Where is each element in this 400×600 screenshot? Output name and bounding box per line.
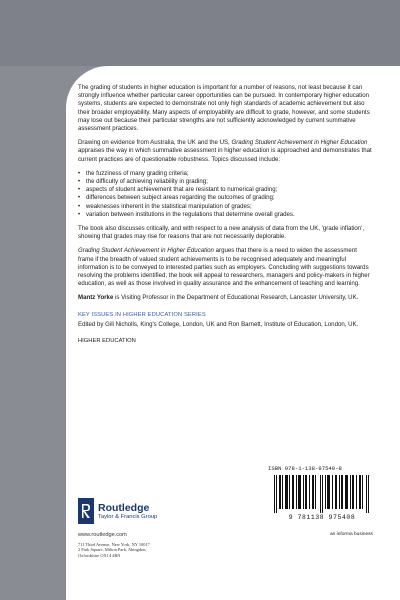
blurb-p2-suffix: appraises the way in which summative assessment in higher education is approached and demonstrates that current practices are of questionable robustness. Topics discussed include: xyxy=(78,147,372,163)
blurb-paragraph-1: The grading of students in higher education is important for a number of reasons, not least because it can strongly influence whether particular career opportunities can be pursued. In contemporary higher education systems, students are expected to demonstrate not only high standards of academic achievement but also their broader employability. Many aspects of employability are difficult to grade, however, and some students may lose out because their particular strengths are not sufficiently acknowledged by current summative assessment practices. xyxy=(78,84,370,133)
blurb-paragraph-4 xyxy=(78,247,374,288)
blurb-paragraph-2 xyxy=(78,139,374,164)
isbn-block xyxy=(268,465,376,521)
blurb-paragraph-3: The book also discusses critically, and with respect to a new analysis of data from the UK, 'grade inflation', showing that grades may rise for reasons that are not necessarily deplorable. xyxy=(78,225,365,241)
series-heading: KEY ISSUES IN HIGHER EDUCATION SERIES xyxy=(78,311,206,318)
topics-list xyxy=(78,170,374,219)
blurb-p2-prefix: Drawing on evidence from Australia, the UK and the US, xyxy=(78,139,232,147)
list-item: • variation between institutions in the regulations that determine overall grades. xyxy=(78,211,374,219)
publisher-logo xyxy=(78,498,198,524)
address-line: Oxfordshire OX14 4RN xyxy=(78,552,121,558)
list-item: • weaknesses inherent in the statistical manipulation of grades; xyxy=(78,203,374,211)
publisher-group: Taylor & Francis Group xyxy=(98,513,158,520)
routledge-logo-icon xyxy=(78,498,94,524)
publisher-name-block xyxy=(98,503,157,520)
book-title-italic: Grading Student Achievement in Higher Education xyxy=(78,247,214,255)
back-cover-text xyxy=(78,84,374,345)
barcode-box xyxy=(268,475,376,521)
publisher-url[interactable]: www.routledge.com xyxy=(78,532,127,538)
list-item: • differences between subject areas regarding the outcomes of grading; xyxy=(78,194,374,202)
informa-business-label: an informa business xyxy=(330,532,373,537)
author-bio xyxy=(78,294,374,302)
subject-category: HIGHER EDUCATION xyxy=(78,338,136,345)
barcode-icon xyxy=(274,475,370,513)
book-title-italic: Grading Student Achievement in Higher Education xyxy=(231,139,368,147)
cover-top-band xyxy=(0,0,400,66)
address-line: 2 Park Square, Milton Park, Abingdon, xyxy=(78,547,147,553)
barcode-digits: 9 781138 975408 xyxy=(288,514,356,521)
author-name: Mantz Yorke xyxy=(78,294,114,302)
publisher-address xyxy=(78,542,198,558)
author-bio-text: is Visiting Professor in the Department of Educational Research, Lancaster University, UK. xyxy=(113,294,359,302)
isbn-label: ISBN 978-1-138-97540-8 xyxy=(268,465,342,472)
blurb-p4-suffix: argues that there is a need to widen the assessment frame if the breadth of valued student achievements is to be recognised adequately and meaningful information is to be conveyed to interested parties such as employers. Concluding with suggestions towards resolving the problems identified, the book will appeal to researchers, managers and policy-makers in higher education, as well as those involved in quality assurance and the enhancement of teaching and learning. xyxy=(78,247,370,288)
publisher-block xyxy=(78,498,198,558)
list-item: • aspects of student achievement that are resistant to numerical grading; xyxy=(78,186,374,194)
series-editors: Edited by Gill Nicholls, King's College, London, UK and Ron Barnett, Institute of Education, London, UK. xyxy=(78,320,359,328)
publisher-name: Routledge xyxy=(98,501,150,514)
address-line: 711 Third Avenue, New York, NY 10017 xyxy=(78,542,150,547)
list-item: • the fuzziness of many grading criteria; xyxy=(78,170,374,178)
list-item: • the difficulty of achieving reliability in grading; xyxy=(78,178,374,186)
